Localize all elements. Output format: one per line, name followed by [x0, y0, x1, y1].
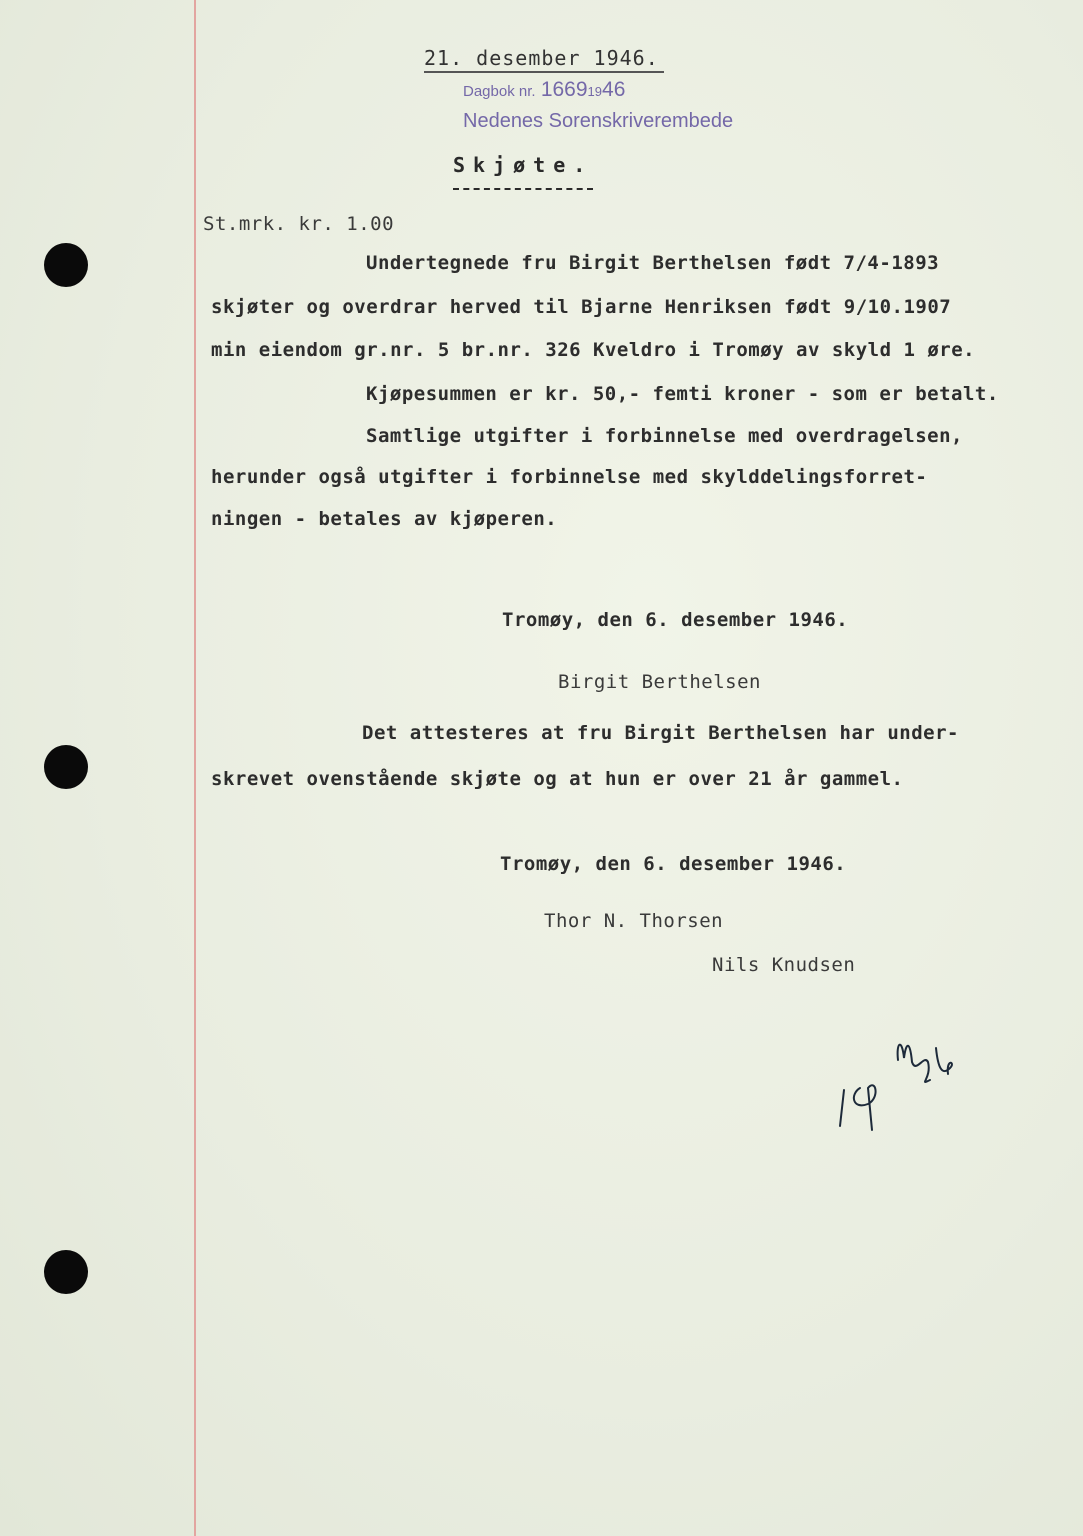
- witness-1: Thor N. Thorsen: [544, 910, 724, 932]
- attest-line-2: skrevet ovenstående skjøte og at hun er over 21 år gammel.: [211, 768, 904, 790]
- dagbok-year: 46: [602, 78, 626, 101]
- dagbok-label: Dagbok nr.: [463, 83, 536, 100]
- stamp-duty: St.mrk. kr. 1.00: [203, 213, 395, 235]
- body-line-6: herunder også utgifter i forbinnelse med skylddelingsforret-: [211, 466, 928, 488]
- signature-grantor: Birgit Berthelsen: [558, 671, 761, 693]
- dagbok-number: 1669: [540, 78, 588, 101]
- body-line-1: Undertegnede fru Birgit Berthelsen født 7/4-1893: [366, 252, 940, 274]
- dagbok-year-sep: 19: [587, 84, 603, 99]
- margin-line: [194, 0, 196, 1536]
- body-line-3: min eiendom gr.nr. 5 br.nr. 326 Kveldro i Tromøy av skyld 1 øre.: [211, 339, 976, 361]
- punch-hole: [44, 745, 88, 789]
- body-line-5: Samtlige utgifter i forbinnelse med overdragelsen,: [366, 425, 963, 447]
- header-date: 21. desember 1946.: [424, 46, 659, 70]
- dagbok-stamp: [463, 78, 625, 102]
- place-date-1: Tromøy, den 6. desember 1946.: [502, 609, 849, 631]
- body-line-2: skjøter og overdrar herved til Bjarne Henriksen født 9/10.1907: [211, 296, 952, 318]
- initials-icon: [838, 1018, 968, 1138]
- document-title: Skjøte.: [453, 153, 594, 177]
- title-underline: [453, 188, 593, 190]
- body-line-7: ningen - betales av kjøperen.: [211, 508, 558, 530]
- witness-2: Nils Knudsen: [712, 954, 856, 976]
- punch-hole: [44, 243, 88, 287]
- office-stamp: Nedenes Sorenskriverembede: [463, 110, 734, 132]
- punch-hole: [44, 1250, 88, 1294]
- header-date-underline: [424, 71, 664, 73]
- handwritten-initials: [838, 1018, 968, 1142]
- attest-line-1: Det attesteres at fru Birgit Berthelsen har under-: [362, 722, 959, 744]
- place-date-2: Tromøy, den 6. desember 1946.: [500, 853, 847, 875]
- body-line-4: Kjøpesummen er kr. 50,- femti kroner - som er betalt.: [366, 383, 999, 405]
